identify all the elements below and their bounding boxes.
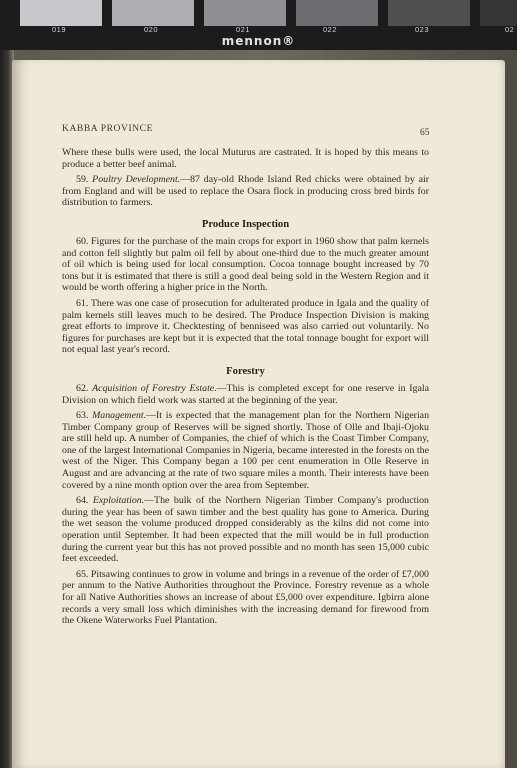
paragraph bbox=[62, 569, 429, 627]
paragraph-text: —It is expected that the management plan for the Northern Nigerian Timber Company group of Reserves will be signed shortly. Those of Olle and Ibaji-Ojoku are still held up. A number of Companies, the chief of which is the Coast Timber Company, one of the largest International Companies in Nigeria, became interested in the forests on the west of the Niger. This Company began a 100 per cent enumeration in Olle Reserve in August and are advancing at the rate of two square miles a month. Their interests have been covered by a nine month option over the area from September. bbox=[62, 410, 430, 491]
patch-label-022: 022 bbox=[323, 25, 338, 34]
color-patch-019 bbox=[20, 0, 102, 26]
paragraph bbox=[62, 298, 429, 356]
paragraph-text: 61. There was one case of prosecution for adulterated produce in Igala and the quality of palm kernels still leaves much to be desired. The Produce Inspection Division is making great efforts to improve it. Checktesting of benniseed was also carried out voluntarily. No figures for purchases are kept but it is expected that the total tonnage bought for export will not equal last year's record. bbox=[62, 297, 429, 356]
paragraph-subheading: Acquisition of Forestry Estate. bbox=[92, 382, 217, 394]
paragraph-number: 62. bbox=[76, 382, 93, 394]
section-heading: Produce Inspection bbox=[201, 218, 290, 230]
patch-label-019: 019 bbox=[52, 25, 67, 34]
color-patch-023 bbox=[388, 0, 470, 26]
paragraph bbox=[62, 383, 429, 406]
paragraph bbox=[62, 174, 429, 209]
patch-label-02: 02 bbox=[505, 25, 515, 34]
paragraph-text: 65. Pitsawing continues to grow in volume and brings in a revenue of the order of £7,000 per annum to the Native Authorities throughout the Province. Forestry revenue as a whole for all Native Authorities shows an increase of about £5,000 over expenditure. Igbirra alone records a very small loss which diminishes with the increasing demand for firewood from the Okene Waterworks Fuel Plantation. bbox=[62, 568, 429, 627]
paragraph-number: 59. bbox=[76, 174, 93, 186]
paragraph bbox=[62, 495, 429, 565]
section-heading: Forestry bbox=[226, 365, 265, 377]
patch-label-023: 023 bbox=[415, 25, 430, 34]
color-calibration-strip bbox=[0, 0, 517, 50]
color-patch-020 bbox=[112, 0, 194, 26]
paragraph-text: 60. Figures for the purchase of the main crops for export in 1960 show that palm kernels and cotton fell slightly but palm oil fell by about one-third due to the much greater amount of oil which is being used for local consumption. Cocoa tonnage bought increased by 70 tons but it is estimated that there is still a good deal being sold in the Western Region and it would be worth offering a higher price in the North. bbox=[62, 235, 429, 294]
paragraph-subheading: Exploitation. bbox=[92, 495, 145, 507]
paragraph-text: —The bulk of the Northern Nigerian Timber Company's production during the year has been of sawn timber and the best quality has gone to America. During the wet season the volume produced dropped considerably as the kilns did not come into operation until September. It had been expected that the mill would be in full production during the current year but this has not proved possible and no month has seen 15,000 cubic feet exceeded. bbox=[62, 495, 429, 565]
paragraph-number: 63. bbox=[76, 410, 93, 422]
paragraph-subheading: Management. bbox=[92, 410, 147, 422]
color-patch-021 bbox=[204, 0, 286, 26]
color-patch-022 bbox=[296, 0, 378, 26]
paragraph-text: —This is completed except for one reserve in Igala Division on which field work was started at the beginning of the year. bbox=[62, 382, 429, 406]
paragraph-text: —87 day-old Rhode Island Red chicks were obtained by air from England and will be used to replace the Osara flock in producing cross bred birds for distribution to farmers. bbox=[62, 174, 430, 209]
color-patch-02 bbox=[480, 0, 517, 26]
patch-label-021: 021 bbox=[236, 25, 251, 34]
brand-logo: mennon® bbox=[221, 34, 296, 48]
paragraph-subheading: Poultry Development. bbox=[92, 174, 181, 186]
paragraph-number: 64. bbox=[76, 495, 93, 507]
paragraph bbox=[62, 236, 429, 294]
running-head: KABBA PROVINCE bbox=[62, 124, 154, 134]
paragraph bbox=[62, 147, 429, 170]
paragraph-text: Where these bulls were used, the local Muturus are castrated. It is hoped by this means to produce a better beef animal. bbox=[62, 147, 429, 170]
paragraph bbox=[62, 410, 429, 491]
page-body bbox=[62, 147, 429, 631]
patch-label-020: 020 bbox=[144, 25, 159, 34]
page-number: 65 bbox=[420, 128, 430, 138]
